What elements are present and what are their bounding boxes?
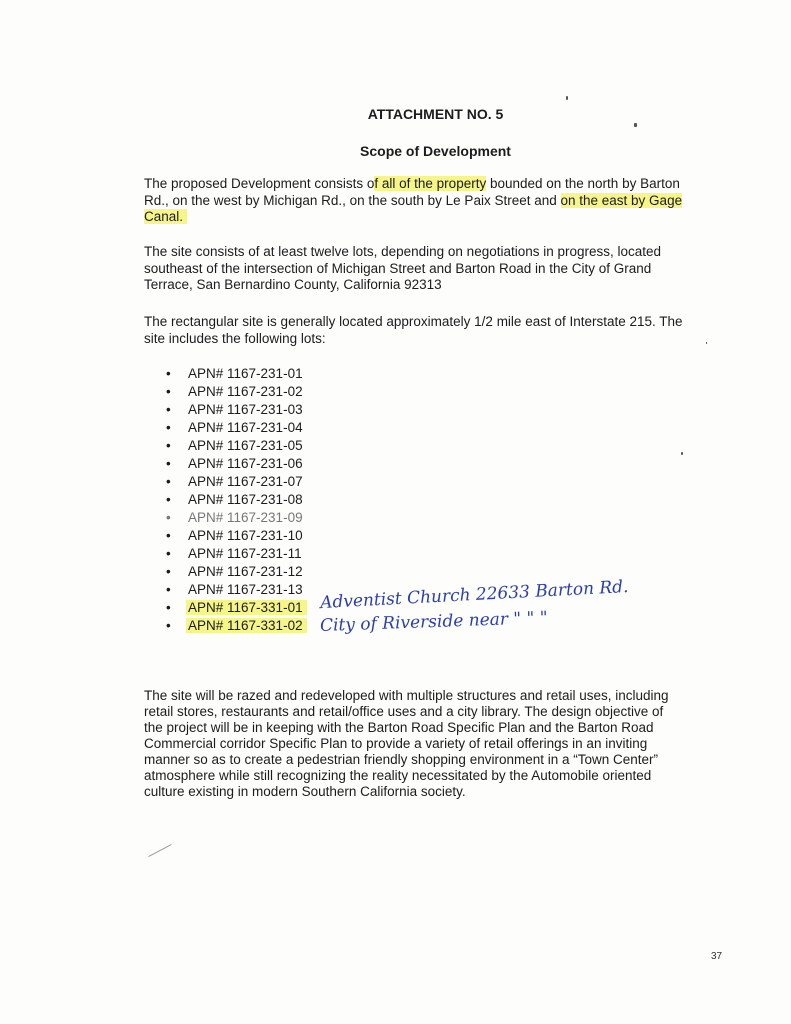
paragraph-redevelopment: The site will be razed and redeveloped with multiple structures and retail uses, including retail stores, restaurants and retail/office uses and a city library. The design objective of the project will be in keeping with the Barton Road Specific Plan and the Barton Road Commercial corridor Specific Plan to provide a variety of retail offerings in an inviting manner so as to create a pedestrian friendly shopping environment in a “Town Center” atmosphere while still recognizing the reality necessitated by the Automobile oriented culture existing in modern Southern California society. xyxy=(144,688,669,799)
list-item: • APN# 1167-231-09 xyxy=(162,509,307,527)
list-item: • APN# 1167-231-04 xyxy=(162,419,307,437)
list-item: • APN# 1167-231-11 xyxy=(162,545,307,563)
document-subtitle: Scope of Development xyxy=(360,143,511,159)
list-item: • APN# 1167-231-08 xyxy=(162,491,307,509)
scan-speck xyxy=(566,96,568,100)
highlight-gage-canal: on the east by Gage Canal. xyxy=(144,192,683,224)
lot-list xyxy=(162,365,307,635)
handwritten-note-church: Adventist Church 22633 Barton Rd. xyxy=(319,576,629,614)
stray-pen-mark xyxy=(148,844,171,857)
list-item: • APN# 1167-231-01 xyxy=(162,365,307,383)
list-item: • APN# 1167-231-02 xyxy=(162,383,307,401)
paragraph-site-location: The rectangular site is generally located approximately 1/2 mile east of Interstate 215. The site includes the following lots: xyxy=(144,314,683,346)
scan-speck xyxy=(706,342,707,344)
para1-text-b: bounded on the north by Barton Rd., on the west by Michigan Rd., on the south by Le Paix Street and xyxy=(144,176,680,208)
page-number: 37 xyxy=(711,951,723,962)
list-item-highlighted: • APN# 1167-331-02 xyxy=(162,617,307,635)
highlight-all-property: f all of the property xyxy=(374,176,487,191)
handwritten-note-riverside: City of Riverside near " " " xyxy=(319,608,548,636)
list-item-highlighted: • APN# 1167-331-01 xyxy=(162,599,307,617)
paragraph-property-bounds xyxy=(144,176,684,226)
paragraph-site-lots: The site consists of at least twelve lots, depending on negotiations in progress, located southeast of the intersection of Michigan Street and Barton Road in the City of Grand Terrace, San Bernardino County, California 92313 xyxy=(144,244,662,292)
list-item: • APN# 1167-231-06 xyxy=(162,455,307,473)
list-item: • APN# 1167-231-12 xyxy=(162,563,307,581)
list-item: • APN# 1167-231-05 xyxy=(162,437,307,455)
list-item: • APN# 1167-231-10 xyxy=(162,527,307,545)
list-item: • APN# 1167-231-03 xyxy=(162,401,307,419)
scan-speck xyxy=(634,123,637,127)
list-item: • APN# 1167-231-13 xyxy=(162,581,307,599)
scan-speck xyxy=(681,452,683,455)
document-title: ATTACHMENT NO. 5 xyxy=(367,106,504,122)
para1-text-a: The proposed Development consists o xyxy=(144,176,375,191)
list-item: • APN# 1167-231-07 xyxy=(162,473,307,491)
